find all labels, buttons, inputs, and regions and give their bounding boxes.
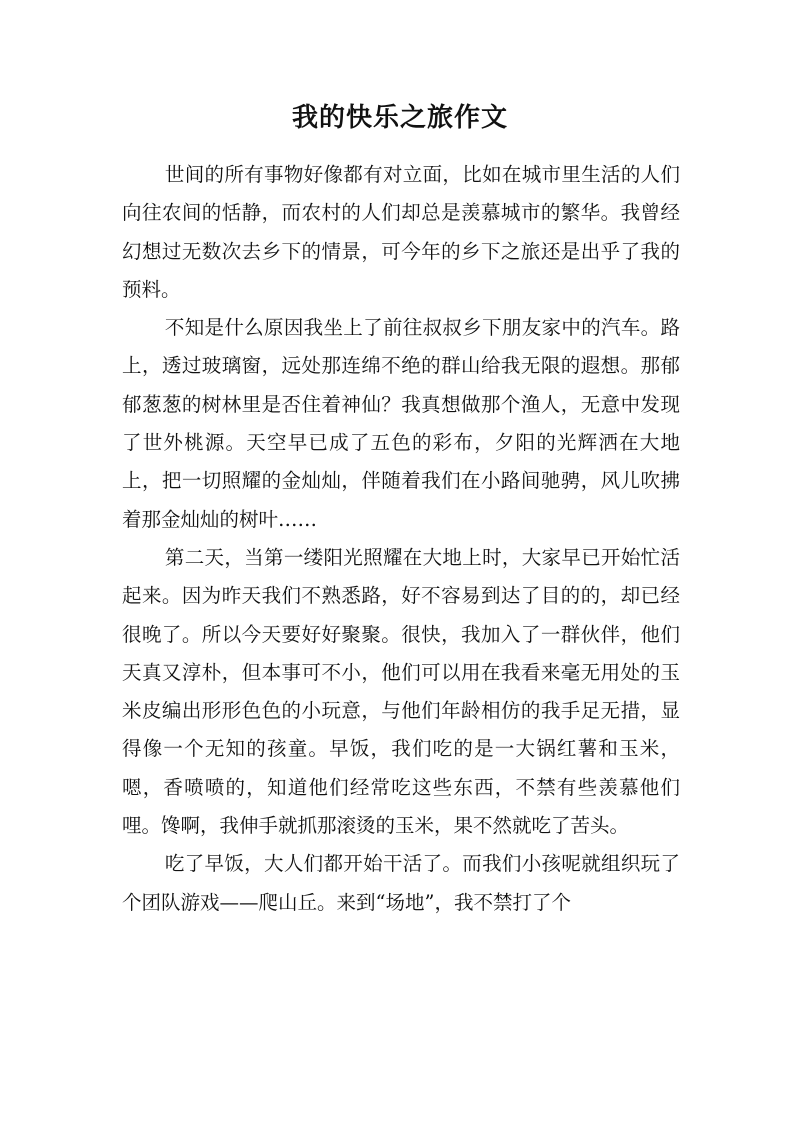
document-title: 我的快乐之旅作文 [291, 103, 508, 133]
paragraph-3: 第二天，当第一缕阳光照耀在大地上时，大家早已开始忙活起来。因为昨天我们不熟悉路，好不容易到达了目的的，却已经很晚了。所以今天要好好聚聚。很快，我加入了一群伙伴，他们天真又淳朴，但本事可不小，他们可以用在我看来毫无用处的玉米皮编出形形色色的小玩意，与他们年龄相仿的我手足无措，显得像一个无知的孩童。早饭，我们吃的是一大锅红薯和玉米，嗯，香喷喷的，知道他们经常吃这些东西，不禁有些羡慕他们哩。馋啊，我伸手就抓那滚烫的玉米，果不然就吃了苦头。 [122, 545, 680, 838]
document-body [122, 156, 680, 922]
paragraph-2: 不知是什么原因我坐上了前往叔叔乡下朋友家中的汽车。路上，透过玻璃窗，远处那连绵不绝的群山给我无限的遐想。那郁郁葱葱的树林里是否住着神仙？我真想做那个渔人，无意中发现了世外桃源。天空早已成了五色的彩布，夕阳的光辉洒在大地上，把一切照耀的金灿灿，伴随着我们在小路间驰骋，风儿吹拂着那金灿灿的树叶…… [122, 316, 680, 531]
paragraph-1: 世间的所有事物好像都有对立面，比如在城市里生活的人们向往农间的恬静，而农村的人们却总是羡慕城市的繁华。我曾经幻想过无数次去乡下的情景，可今年的乡下之旅还是出乎了我的预料。 [122, 163, 680, 301]
paragraph-4: 吃了早饭，大人们都开始干活了。而我们小孩呢就组织玩了个团队游戏——爬山丘。来到“场地”，我不禁打了个 [122, 852, 680, 914]
